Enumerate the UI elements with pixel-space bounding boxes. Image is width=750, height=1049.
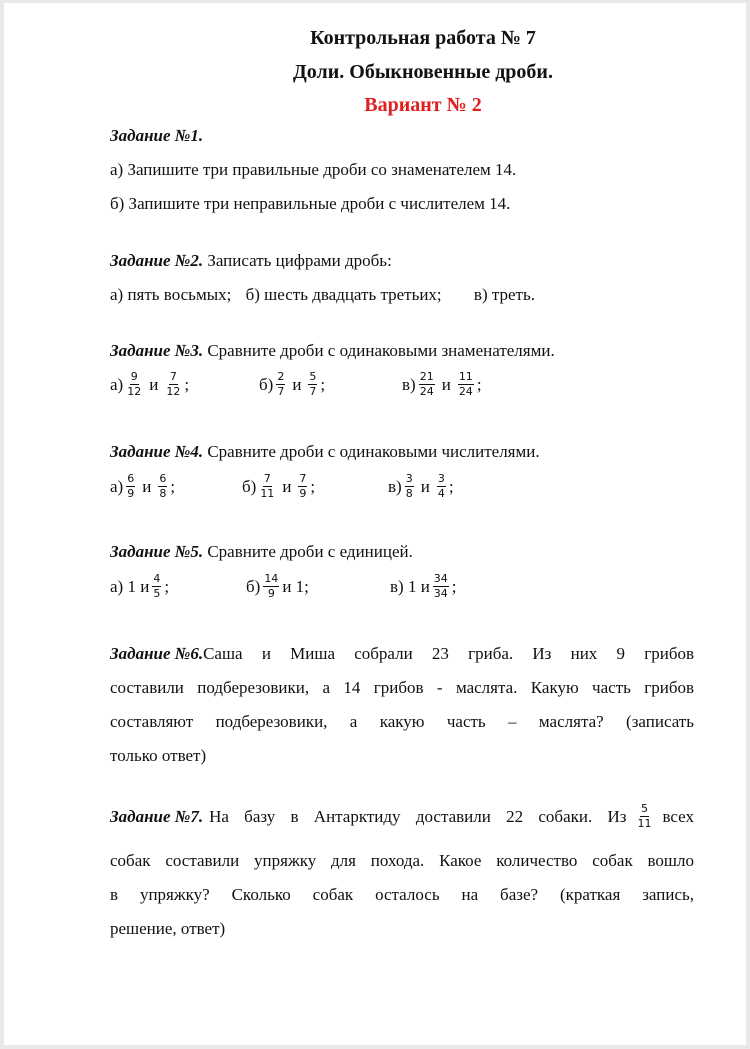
task4-item-label: б) [242,476,257,496]
task5-text: Сравните дроби с единицей. [207,542,413,561]
fraction [259,473,275,500]
denominator: 34 [433,587,448,600]
conjunction: и [292,374,302,394]
task7-line-2 [110,851,694,871]
numerator: 34 [433,572,448,585]
numerator: 3 [437,472,445,485]
denominator: 4 [437,487,445,500]
task7-text-1: На базу в Антарктиду доставили 22 собаки. Из [209,806,627,826]
numerator: 2 [277,370,285,383]
task5-item-c [390,573,457,600]
task2-items [110,285,535,305]
denominator: 24 [458,385,473,398]
task7-text-1-end: всех [662,806,694,826]
denominator: 9 [127,487,135,500]
task1-b: б) Запишите три неправильные дроби с числителем 14. [110,194,511,213]
conjunction: и [420,476,430,496]
fraction [263,573,279,600]
numerator: 11 [458,370,473,383]
numerator: 7 [299,472,307,485]
task7-line-4: решение, ответ) [110,919,226,938]
numerator: 7 [169,370,177,383]
variant-label: Вариант № 2 [364,94,482,116]
task1-a: а) Запишите три правильные дроби со знаменателем 14. [110,160,517,179]
task4-title: Задание №4. [110,442,204,461]
task2-title: Задание №2. [110,251,204,270]
task3-item-label: в) [402,374,416,394]
task5-item-tail: и 1; [282,576,309,596]
task5-item-label: а) 1 и [110,576,150,596]
conjunction: и [149,374,159,394]
task2-heading [110,251,392,271]
task5-item-b [246,573,309,600]
fraction [308,371,317,398]
numerator: 5 [640,802,648,815]
fraction [126,473,135,500]
punctuation: ; [448,476,454,496]
task1-title: Задание №1. [110,126,204,145]
task7-text-3: в упряжку? Сколько собак осталось на базе? (краткая запись, [110,885,694,904]
task4-item-label: а) [110,476,124,496]
task3-item-label: б) [259,374,274,394]
task6-title: Задание №6. [110,644,204,663]
task4-item-label: в) [388,476,402,496]
numerator: 5 [309,370,317,383]
task6-text-3: составляют подберезовики, а какую часть – маслята? (записать [110,712,694,731]
denominator: 7 [277,385,285,398]
fraction [433,573,449,600]
fraction [405,473,414,500]
task2-a: а) пять восьмых; [110,285,232,304]
numerator: 7 [263,472,271,485]
fraction [458,371,474,398]
task6-line-1 [110,644,694,664]
denominator: 9 [299,487,307,500]
punctuation: ; [164,576,170,596]
task7-line-1 [110,803,694,830]
task3-heading [110,341,555,361]
punctuation: ; [451,576,457,596]
task5-item-label: б) [246,576,261,596]
task3-item-c [402,371,482,398]
task5-title: Задание №5. [110,542,204,561]
task2-text: Записать цифрами дробь: [207,251,392,270]
punctuation: ; [320,374,326,394]
fraction [636,803,652,830]
numerator: 6 [127,472,135,485]
denominator: 11 [260,487,275,500]
punctuation: ; [170,476,176,496]
task4-item-b [242,473,315,500]
fraction [298,473,307,500]
fraction [158,473,167,500]
denominator: 8 [405,487,413,500]
denominator: 5 [153,587,161,600]
denominator: 7 [309,385,317,398]
punctuation: ; [476,374,482,394]
task7-text-2: собак составили упряжку для похода. Какое количество собак вошло [110,851,694,870]
task6-text-1: Саша и Миша собрали 23 гриба. Из них 9 грибов [203,644,694,663]
conjunction: и [441,374,451,394]
denominator: 12 [127,385,142,398]
task3-item-label: а) [110,374,124,394]
task6-line-2 [110,678,694,698]
numerator: 6 [159,472,167,485]
task7-line-3 [110,885,694,905]
task2-c: в) треть. [473,285,535,304]
task6-text-2: составили подберезовики, а 14 грибов - маслята. Какую часть грибов [110,678,694,697]
fraction [437,473,446,500]
task5-item-label: в) 1 и [390,576,430,596]
denominator: 9 [267,587,275,600]
page-title: Контрольная работа № 7 [310,27,536,49]
numerator: 3 [405,472,413,485]
fraction [276,371,285,398]
task1-heading [110,126,203,146]
task4-item-a [110,473,175,500]
conjunction: и [282,476,292,496]
punctuation: ; [184,374,190,394]
task4-heading [110,442,540,462]
task3-text: Сравните дроби с одинаковыми знаменателями. [207,341,555,360]
task4-text: Сравните дроби с одинаковыми числителями. [207,442,540,461]
punctuation: ; [310,476,316,496]
worksheet-page [4,3,746,1045]
denominator: 8 [159,487,167,500]
fraction [152,573,161,600]
task3-title: Задание №3. [110,341,204,360]
task3-item-b [259,371,325,398]
numerator: 4 [153,572,161,585]
task2-b: б) шесть двадцать третьих; [245,285,442,304]
task4-item-c [388,473,454,500]
task6-line-3 [110,712,694,732]
fraction [419,371,435,398]
task7-title: Задание №7. [110,806,204,826]
task3-item-a [110,371,189,398]
fraction [126,371,142,398]
task5-item-a [110,573,169,600]
fraction [165,371,181,398]
task6-line-4: только ответ) [110,746,207,765]
numerator: 21 [419,370,434,383]
numerator: 14 [264,572,279,585]
numerator: 9 [130,370,138,383]
denominator: 24 [419,385,434,398]
denominator: 12 [166,385,181,398]
task5-heading [110,542,413,562]
page-subtitle: Доли. Обыкновенные дроби. [293,61,553,83]
conjunction: и [142,476,152,496]
denominator: 11 [637,817,652,830]
